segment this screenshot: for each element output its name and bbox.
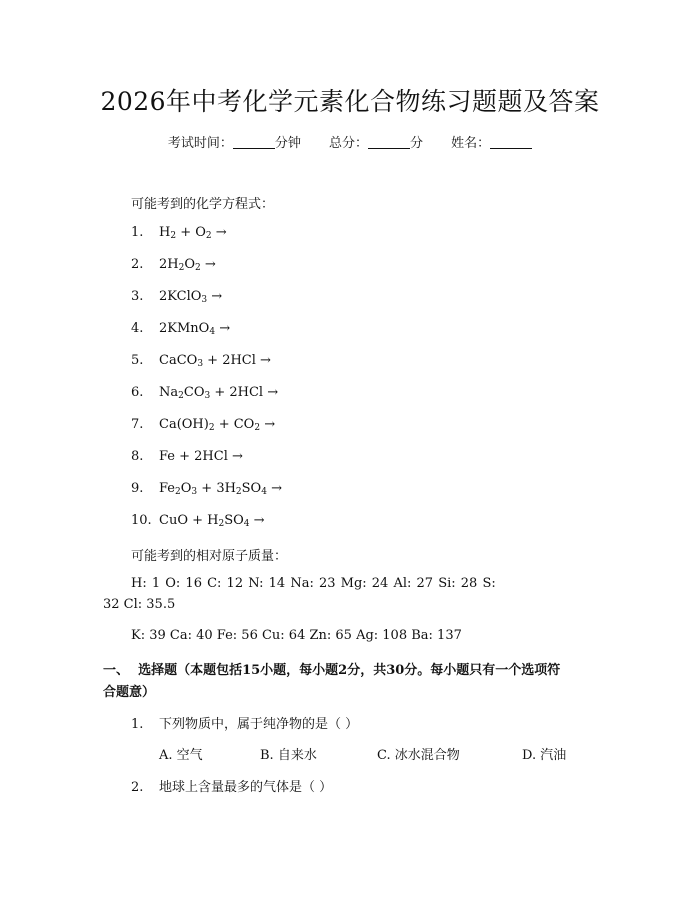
equation-formula (159, 513, 265, 528)
question-1-option-d[interactable]: D. 汽油 (522, 748, 567, 763)
equation-formula (159, 385, 278, 400)
student-name-label: 姓名： (451, 136, 491, 151)
atomic-mass-line-2: K: 39 Ca: 40 Fe: 56 Cu: 64 Zn: 65 Ag: 108 Ba: 137 (131, 628, 462, 643)
equation-item (131, 417, 275, 433)
question-1 (131, 713, 358, 732)
equation-item (131, 513, 265, 529)
equation-formula (159, 257, 216, 272)
formula-subscript: 4 (243, 519, 250, 529)
formula-subscript: 4 (209, 327, 216, 337)
formula-text: → (200, 257, 216, 272)
equation-item (131, 353, 271, 369)
section-heading-cont: 合题意） (103, 685, 156, 700)
exam-time-label: 考试时间： (167, 136, 233, 151)
equation-item (131, 385, 278, 401)
formula-subscript: 2 (178, 391, 184, 401)
equation-formula (159, 481, 282, 496)
formula-text: SO (224, 513, 244, 528)
equation-formula (159, 289, 222, 304)
question-2-number: 2. (131, 780, 144, 795)
equation-number: 2. (131, 257, 144, 272)
formula-text: → (266, 481, 282, 496)
equation-number: 4. (131, 321, 144, 336)
formula-text: O (184, 257, 196, 272)
equation-number: 9. (131, 481, 144, 496)
formula-subscript: 4 (261, 487, 267, 497)
atomic-mass-heading: 可能考到的相对原子质量： (131, 549, 288, 564)
question-2-text: 地球上含量最多的气体是（ ） (159, 780, 333, 795)
formula-text: → (211, 225, 227, 240)
formula-subscript: 2 (218, 519, 225, 529)
equation-item (131, 257, 216, 273)
exam-time-field (168, 132, 301, 151)
exam-time-blank[interactable] (233, 148, 275, 149)
formula-text: + 3H (197, 481, 236, 496)
question-1-option-b[interactable]: B. 自来水 (260, 748, 317, 763)
formula-text: → (260, 417, 276, 432)
formula-text: CaCO (159, 353, 198, 368)
formula-text: 2KMnO (159, 321, 210, 336)
formula-text: Na (159, 385, 179, 400)
equation-formula (159, 449, 243, 464)
atomic-mass-line-1-cont: 32 Cl: 35.5 (103, 597, 176, 612)
formula-subscript: 2 (170, 231, 177, 241)
question-1-text: 下列物质中，属于纯净物的是（ ） (159, 717, 359, 732)
formula-text: → (207, 289, 223, 304)
section-heading (103, 659, 560, 678)
formula-subscript: 3 (204, 391, 211, 401)
formula-text: CuO + H (159, 513, 219, 528)
formula-text: + O (176, 225, 206, 240)
exam-info-line (0, 132, 700, 151)
equation-formula (159, 225, 227, 240)
formula-text: → (249, 513, 265, 528)
equation-formula (159, 353, 271, 368)
student-name-field (451, 132, 532, 151)
formula-subscript: 2 (205, 231, 212, 241)
formula-text: Fe (159, 481, 176, 496)
formula-subscript: 2 (175, 487, 181, 497)
equation-number: 1. (131, 225, 144, 240)
formula-text: O (180, 481, 192, 496)
total-score-label: 总分： (328, 136, 368, 151)
formula-text: Fe + 2HCl → (159, 449, 243, 464)
total-score-blank[interactable] (368, 148, 410, 149)
formula-subscript: 3 (197, 359, 204, 369)
equation-number: 7. (131, 417, 144, 432)
student-name-blank[interactable] (490, 148, 532, 149)
question-2 (131, 776, 332, 795)
equation-formula (159, 321, 230, 336)
exam-time-unit: 分钟 (274, 136, 301, 151)
equation-item (131, 225, 227, 241)
formula-text: → (215, 321, 231, 336)
equation-number: 3. (131, 289, 144, 304)
formula-text: Ca(OH) (159, 417, 209, 432)
equation-formula (159, 417, 275, 432)
formula-subscript: 3 (191, 487, 198, 497)
formula-text: CO (183, 385, 205, 400)
formula-text: H (159, 225, 171, 240)
equation-number: 8. (131, 449, 144, 464)
equations-heading: 可能考到的化学方程式： (131, 197, 275, 212)
equation-item (131, 321, 230, 337)
section-text: 选择题（本题包括15小题，每小题2分，共30分。每小题只有一个选项符 (138, 663, 561, 678)
equation-number: 6. (131, 385, 144, 400)
formula-subscript: 3 (201, 295, 208, 305)
formula-text: SO (241, 481, 262, 496)
question-1-option-a[interactable]: A. 空气 (159, 748, 203, 763)
equation-number: 10. (131, 513, 152, 528)
total-score-unit: 分 (410, 136, 424, 151)
formula-text: 2KClO (159, 289, 202, 304)
formula-text: + 2HCl → (210, 385, 279, 400)
formula-text: + 2HCl → (203, 353, 271, 368)
document-title: 2026年中考化学元素化合物练习题题及答案 (100, 87, 600, 116)
total-score-field (329, 132, 423, 151)
section-number: 一、 (103, 663, 130, 678)
formula-text: + CO (214, 417, 255, 432)
formula-subscript: 2 (254, 423, 261, 433)
formula-subscript: 2 (235, 487, 242, 497)
formula-subscript: 2 (208, 423, 215, 433)
question-1-number: 1. (131, 717, 144, 732)
equation-item (131, 449, 243, 464)
atomic-mass-line-1: H: 1 O: 16 C: 12 N: 14 Na: 23 Mg: 24 Al: 27 Si: 28 S: (131, 576, 496, 591)
equation-number: 5. (131, 353, 144, 368)
formula-text: 2H (159, 257, 179, 272)
formula-subscript: 2 (178, 263, 185, 273)
question-1-option-c[interactable]: C. 冰水混合物 (377, 748, 460, 763)
equation-item (131, 289, 222, 305)
equation-item (131, 481, 282, 497)
formula-subscript: 2 (195, 263, 201, 273)
